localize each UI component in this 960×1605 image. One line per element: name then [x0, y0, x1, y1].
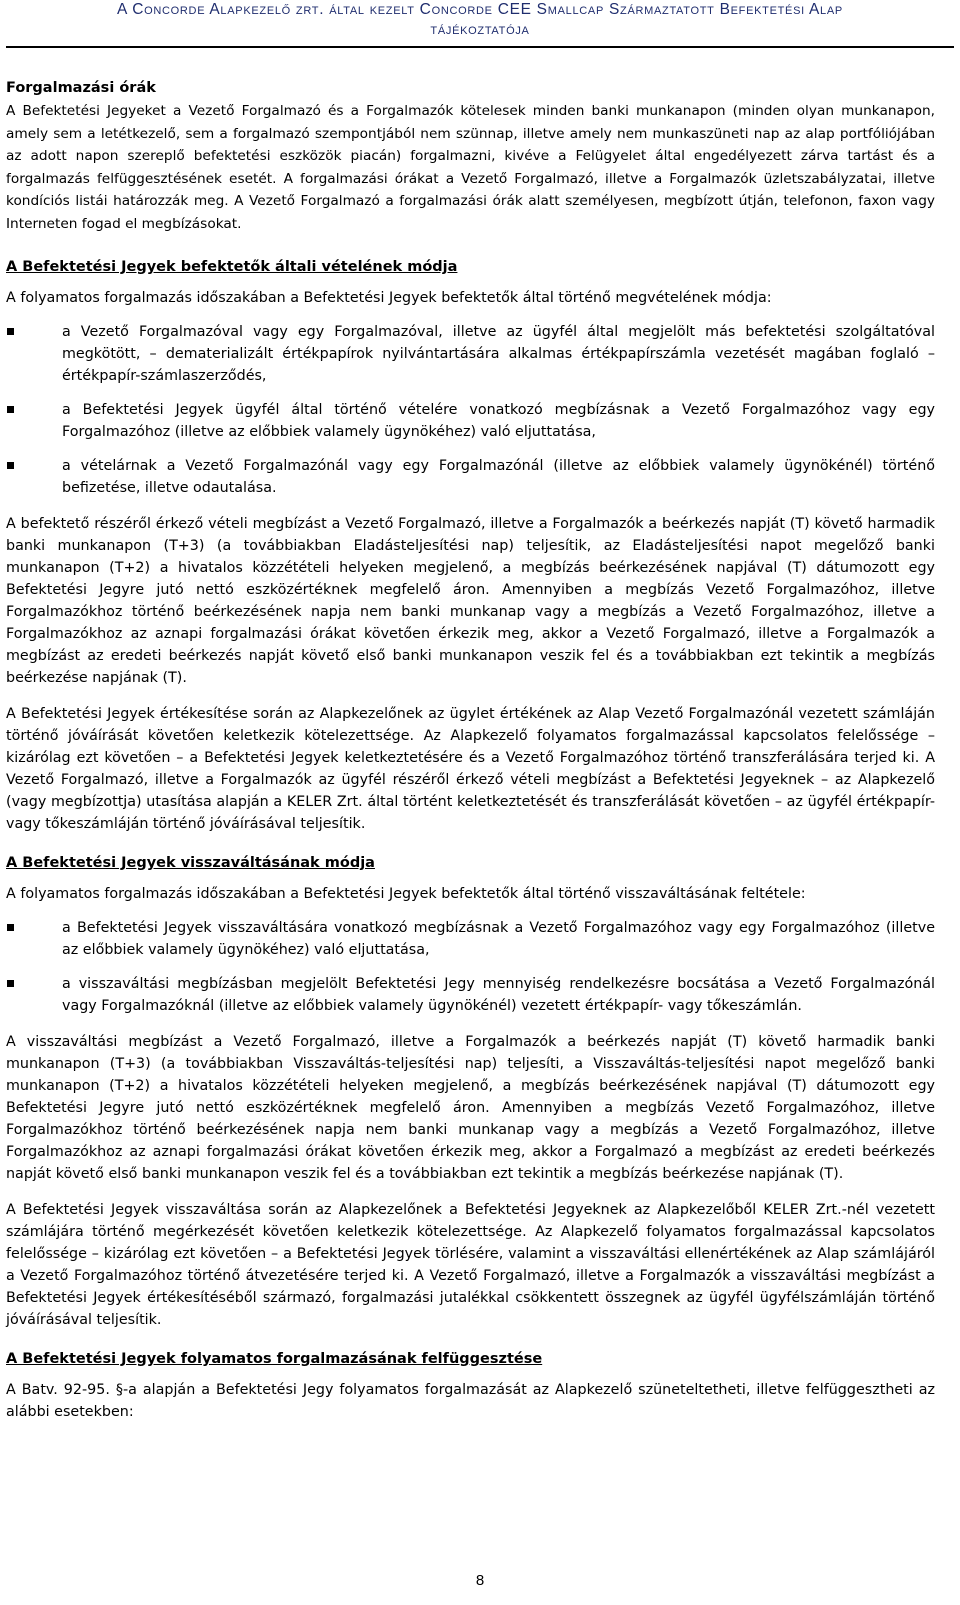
section-forgalmazasi-orak: [6, 78, 935, 235]
header-title: A Concorde Alapkezelő zrt. által kezelt Concorde CEE Smallcap Származtatott Befektetési Alap: [117, 1, 843, 18]
section-forgalmazas-felfuggesztese: [6, 1349, 935, 1423]
paragraph: A Befektetési Jegyek értékesítése során az Alapkezelőnek az ügylet értékének az Alap Vezető Forgalmazónál vezetett számláján történő jóváírását követően keletkezik kötelezettsége. Az Alapkezelő folyamatos forgalmazással kapcsolatos felelőssége – kizárólag ezt követően – a Befektetési Jegyek keletkeztetésére és a Vezető Forgalmazóhoz történő transzferálására terjed ki. A Vezető Forgalmazó, illetve a Forgalmazók az ügyfél részéről érkező vételi megbízást a Befektetési Jegyeknek – az Alapkezelő (vagy megbízottja) utasítása alapján a KELER Zrt. által történt keletkeztetését és transzferálását követően – az ügyfél értékpapír- vagy tőkeszámláján történő jóváírásával teljesítik.: [6, 706, 935, 832]
list-item-text: a Vezető Forgalmazóval vagy egy Forgalmazóval, illetve az ügyfél által megjelölt más befektetési szolgáltatóval megkötött, – dematerializált értékpapírok nyilvántartására alkalmas értékpapírszámla vezetését magában foglaló – értékpapír-számlaszerződés,: [62, 324, 935, 384]
bullet-icon: [7, 462, 14, 469]
list-item: [6, 917, 935, 961]
document-header: [6, 0, 954, 48]
paragraph: A Befektetési Jegyeket a Vezető Forgalmazó és a Forgalmazók kötelesek minden banki munkanapon (minden olyan munkanapon, amely sem a letétkezelő, sem a forgalmazó szempontjából nem szünnap, illetve amely nem munkaszüneti nap az alap portfóliójában az adott napon szereplő befektetési eszközök piacán) forgalmazni, kivéve a Felügyelet által engedélyezett zárva tartást és a forgalmazás felfüggesztésének esetét. A forgalmazási órákat a Vezető Forgalmazó, illetve a Forgalmazók üzletszabályzatai, illetve kondíciós listái határozzák meg. A Vezető Forgalmazó a forgalmazási órák alatt személyesen, megbízott útján, telefonon, faxon vagy Interneten fogad el megbízásokat.: [6, 103, 935, 232]
section-title: A Befektetési Jegyek visszaváltásának módja: [6, 855, 375, 871]
paragraph: A Befektetési Jegyek visszaváltása során az Alapkezelőnek a Befektetési Jegyeknek az Alapkezelőből KELER Zrt.-nél vezetett számlájára történő megérkezését követően keletkezik kötelezettsége. Az Alapkezelő folyamatos forgalmazással kapcsolatos felelőssége – kizárólag ezt követően – a Befektetési Jegyek törlésére, valamint a visszaváltási ellenértékének az Alap számlájáról a Vezető Forgalmazóhoz történő átvezetésére terjed ki. A Vezető Forgalmazó, illetve a Forgalmazók a visszaváltási megbízást a Befektetési Jegyek értékesítéséből származó, forgalmazási jutalékkal csökkentett összegnek az ügyfél ügyfélszámláján történő jóváírásával teljesítik.: [6, 1202, 935, 1328]
page-number: 8: [475, 1572, 485, 1589]
bullet-icon: [7, 980, 14, 987]
list-item: [6, 973, 935, 1017]
bullet-list: [6, 917, 935, 1017]
list-item-text: a vételárnak a Vezető Forgalmazónál vagy egy Forgalmazónál (illetve az előbbiek valamely ügynökénél) történő befizetése, illetve odautalása.: [62, 458, 935, 496]
bullet-icon: [7, 328, 14, 335]
section-title: Forgalmazási órák: [6, 80, 156, 96]
list-item-text: a Befektetési Jegyek ügyfél által történő vételére vonatkozó megbízásnak a Vezető Forgalmazóhoz vagy egy Forgalmazóhoz (illetve az előbbiek valamely ügynökéhez) való eljuttatása,: [62, 402, 935, 440]
list-item-text: a visszaváltási megbízásban megjelölt Befektetési Jegy mennyiség rendelkezésre bocsátása a Vezető Forgalmazónál vagy Forgalmazóknál (illetve az előbbiek valamely ügynökénél) vezetett értékpapír- vagy tőkeszámlán.: [62, 976, 935, 1014]
list-item: [6, 321, 935, 387]
bullet-list: [6, 321, 935, 499]
header-subtitle: tájékoztatója: [430, 21, 530, 38]
section-visszavaltas-modja: [6, 853, 935, 1331]
section-title: A Befektetési Jegyek befektetők általi vételének módja: [6, 259, 458, 275]
paragraph: A Batv. 92-95. §-a alapján a Befektetési Jegy folyamatos forgalmazását az Alapkezelő szüneteltetheti, illetve felfüggesztheti az alábbi esetekben:: [6, 1382, 935, 1420]
list-item: [6, 399, 935, 443]
paragraph-intro: A folyamatos forgalmazás időszakában a Befektetési Jegyek befektetők által történő megvételének módja:: [6, 290, 772, 306]
paragraph-intro: A folyamatos forgalmazás időszakában a Befektetési Jegyek befektetők által történő visszaváltásának feltétele:: [6, 886, 806, 902]
bullet-icon: [7, 924, 14, 931]
bullet-icon: [7, 406, 14, 413]
list-item: [6, 455, 935, 499]
section-vetel-modja: [6, 257, 935, 835]
list-item-text: a Befektetési Jegyek visszaváltására vonatkozó megbízásnak a Vezető Forgalmazóhoz vagy egy Forgalmazóhoz (illetve az előbbiek valamely ügynökéhez) való eljuttatása,: [62, 920, 935, 958]
section-title: A Befektetési Jegyek folyamatos forgalmazásának felfüggesztése: [6, 1351, 543, 1367]
page-body: [0, 78, 960, 1423]
paragraph: A visszaváltási megbízást a Vezető Forgalmazó, illetve a Forgalmazók a beérkezés napját (T) követő harmadik banki munkanapon (T+3) (a továbbiakban Visszaváltás-teljesítési nap) teljesíti, a Visszaváltás-teljesítési napot megelőző banki munkanapon (T+2) a hivatalos közzétételi helyeken megjelenő, a megbízás beérkezésének napjával (T) dátumozott egy Befektetési Jegyre jutó nettó eszközértéknek megfelelő áron. Amennyiben a megbízás Vezető Forgalmazóhoz, illetve Forgalmazókhoz történő beérkezésének napja nem banki munkanap vagy a megbízás a Vezető Forgalmazóhoz, illetve Forgalmazókhoz az aznapi forgalmazási órákat követően érkezik meg, akkor a Forgalmazó a megbízást az eredeti beérkezés napját követő első banki munkanapon veszik fel és a továbbiakban ezt tekintik a megbízás beérkezése napjának (T).: [6, 1034, 935, 1182]
paragraph: A befektető részéről érkező vételi megbízást a Vezető Forgalmazó, illetve a Forgalmazók a beérkezés napját (T) követő harmadik banki munkanapon (T+3) (a továbbiakban Eladásteljesítési nap) teljesítik, az Eladásteljesítési napot megelőző banki munkanapon (T+2) a hivatalos közzétételi helyeken megjelenő, a megbízás beérkezésének napjával (T) dátumozott egy Befektetési Jegyre jutó nettó eszközértéknek megfelelő áron. Amennyiben a megbízás Vezető Forgalmazóhoz, illetve Forgalmazókhoz történő beérkezésének napja nem banki munkanap vagy a megbízás a Vezető Forgalmazóhoz, illetve a Forgalmazókhoz az aznapi forgalmazási órákat követően érkezik meg, akkor a Vezető Forgalmazó, illetve a Forgalmazók a megbízást az eredeti beérkezés napját követő első banki munkanapon veszik fel és a továbbiakban ezt tekintik a megbízás beérkezése napjának (T).: [6, 516, 935, 686]
